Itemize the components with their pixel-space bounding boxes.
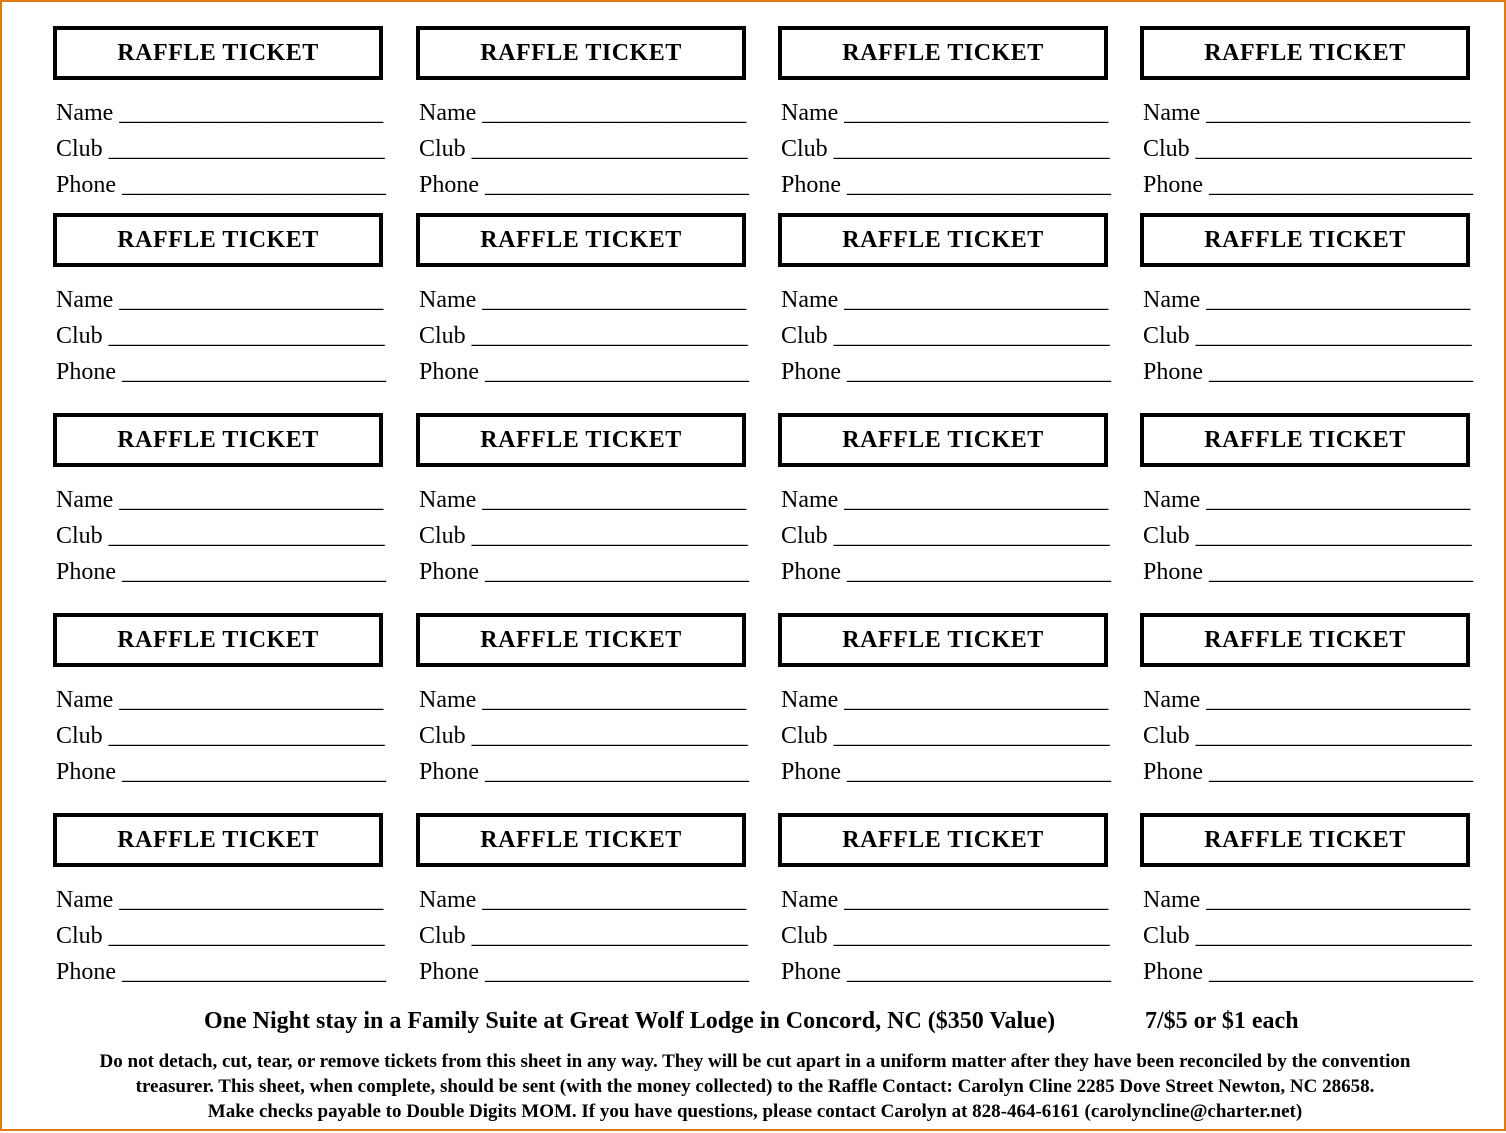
club-field: Club _______________________	[1143, 323, 1472, 349]
raffle-ticket	[53, 26, 388, 206]
phone-field: Phone ______________________	[1143, 559, 1473, 585]
name-field: Name ______________________	[419, 887, 747, 913]
phone-field: Phone ______________________	[419, 959, 749, 985]
club-field: Club _______________________	[56, 323, 385, 349]
raffle-ticket	[1140, 613, 1475, 793]
club-field: Club _______________________	[56, 136, 385, 162]
prize-line	[2, 1005, 1506, 1037]
name-field: Name ______________________	[419, 287, 747, 313]
ticket-price: 7/$5 or $1 each	[1145, 1008, 1299, 1034]
ticket-header: RAFFLE TICKET	[53, 413, 383, 467]
ticket-header: RAFFLE TICKET	[53, 26, 383, 80]
raffle-ticket	[778, 413, 1113, 593]
raffle-ticket	[1140, 26, 1475, 206]
club-field: Club _______________________	[419, 523, 748, 549]
phone-field: Phone ______________________	[1143, 172, 1473, 198]
club-field: Club _______________________	[56, 523, 385, 549]
ticket-header: RAFFLE TICKET	[778, 26, 1108, 80]
raffle-ticket	[778, 813, 1113, 993]
club-field: Club _______________________	[419, 323, 748, 349]
phone-field: Phone ______________________	[56, 959, 386, 985]
raffle-ticket	[416, 213, 751, 393]
ticket-header: RAFFLE TICKET	[1140, 413, 1470, 467]
ticket-header: RAFFLE TICKET	[1140, 813, 1470, 867]
raffle-ticket	[416, 813, 751, 993]
club-field: Club _______________________	[781, 323, 1110, 349]
ticket-header: RAFFLE TICKET	[53, 213, 383, 267]
name-field: Name ______________________	[56, 687, 384, 713]
ticket-header: RAFFLE TICKET	[1140, 26, 1470, 80]
ticket-header: RAFFLE TICKET	[416, 26, 746, 80]
club-field: Club _______________________	[781, 923, 1110, 949]
phone-field: Phone ______________________	[1143, 959, 1473, 985]
club-field: Club _______________________	[1143, 523, 1472, 549]
prize-description: One Night stay in a Family Suite at Great Wolf Lodge in Concord, NC ($350 Value)	[204, 1008, 1056, 1034]
name-field: Name ______________________	[419, 100, 747, 126]
ticket-header: RAFFLE TICKET	[416, 813, 746, 867]
club-field: Club _______________________	[56, 723, 385, 749]
ticket-header: RAFFLE TICKET	[53, 613, 383, 667]
instructions-line-1: Do not detach, cut, tear, or remove tickets from this sheet in any way. They will be cut apart in a uniform matter after they have been reconciled by the convention	[99, 1051, 1411, 1072]
raffle-ticket	[778, 213, 1113, 393]
raffle-ticket	[53, 613, 388, 793]
name-field: Name ______________________	[56, 487, 384, 513]
club-field: Club _______________________	[1143, 923, 1472, 949]
raffle-ticket	[53, 413, 388, 593]
name-field: Name ______________________	[1143, 887, 1471, 913]
club-field: Club _______________________	[419, 723, 748, 749]
ticket-header: RAFFLE TICKET	[778, 213, 1108, 267]
phone-field: Phone ______________________	[56, 759, 386, 785]
name-field: Name ______________________	[56, 287, 384, 313]
ticket-grid	[2, 2, 1506, 1133]
ticket-header: RAFFLE TICKET	[1140, 613, 1470, 667]
phone-field: Phone ______________________	[781, 172, 1111, 198]
ticket-header: RAFFLE TICKET	[1140, 213, 1470, 267]
club-field: Club _______________________	[419, 923, 748, 949]
club-field: Club _______________________	[419, 136, 748, 162]
name-field: Name ______________________	[781, 687, 1109, 713]
club-field: Club _______________________	[1143, 136, 1472, 162]
phone-field: Phone ______________________	[56, 172, 386, 198]
ticket-header: RAFFLE TICKET	[416, 613, 746, 667]
raffle-ticket	[416, 413, 751, 593]
phone-field: Phone ______________________	[781, 559, 1111, 585]
ticket-header: RAFFLE TICKET	[778, 613, 1108, 667]
name-field: Name ______________________	[1143, 287, 1471, 313]
phone-field: Phone ______________________	[781, 359, 1111, 385]
raffle-ticket	[1140, 813, 1475, 993]
phone-field: Phone ______________________	[56, 359, 386, 385]
raffle-ticket	[416, 26, 751, 206]
raffle-ticket	[416, 613, 751, 793]
club-field: Club _______________________	[781, 723, 1110, 749]
raffle-ticket	[1140, 413, 1475, 593]
name-field: Name ______________________	[419, 687, 747, 713]
ticket-header: RAFFLE TICKET	[416, 413, 746, 467]
phone-field: Phone ______________________	[1143, 759, 1473, 785]
ticket-header: RAFFLE TICKET	[778, 813, 1108, 867]
name-field: Name ______________________	[56, 887, 384, 913]
phone-field: Phone ______________________	[1143, 359, 1473, 385]
phone-field: Phone ______________________	[419, 359, 749, 385]
name-field: Name ______________________	[419, 487, 747, 513]
club-field: Club _______________________	[781, 136, 1110, 162]
ticket-header: RAFFLE TICKET	[53, 813, 383, 867]
raffle-ticket	[53, 213, 388, 393]
name-field: Name ______________________	[1143, 487, 1471, 513]
instructions	[22, 1049, 1488, 1124]
club-field: Club _______________________	[1143, 723, 1472, 749]
raffle-ticket	[1140, 213, 1475, 393]
raffle-ticket	[53, 813, 388, 993]
name-field: Name ______________________	[1143, 100, 1471, 126]
phone-field: Phone ______________________	[781, 759, 1111, 785]
club-field: Club _______________________	[781, 523, 1110, 549]
instructions-line-2: treasurer. This sheet, when complete, should be sent (with the money collected) to the Raffle Contact: Carolyn Cline 2285 Dove Street Newton, NC 28658.	[135, 1076, 1375, 1097]
ticket-header: RAFFLE TICKET	[416, 213, 746, 267]
raffle-ticket	[778, 26, 1113, 206]
name-field: Name ______________________	[781, 287, 1109, 313]
phone-field: Phone ______________________	[419, 759, 749, 785]
name-field: Name ______________________	[781, 887, 1109, 913]
raffle-ticket	[778, 613, 1113, 793]
instructions-line-3: Make checks payable to Double Digits MOM. If you have questions, please contact Carolyn at 828-464-6161 (carolyncline@charter.net)	[207, 1101, 1303, 1122]
phone-field: Phone ______________________	[419, 559, 749, 585]
phone-field: Phone ______________________	[781, 959, 1111, 985]
club-field: Club _______________________	[56, 923, 385, 949]
name-field: Name ______________________	[56, 100, 384, 126]
phone-field: Phone ______________________	[419, 172, 749, 198]
name-field: Name ______________________	[781, 487, 1109, 513]
name-field: Name ______________________	[781, 100, 1109, 126]
ticket-header: RAFFLE TICKET	[778, 413, 1108, 467]
name-field: Name ______________________	[1143, 687, 1471, 713]
phone-field: Phone ______________________	[56, 559, 386, 585]
